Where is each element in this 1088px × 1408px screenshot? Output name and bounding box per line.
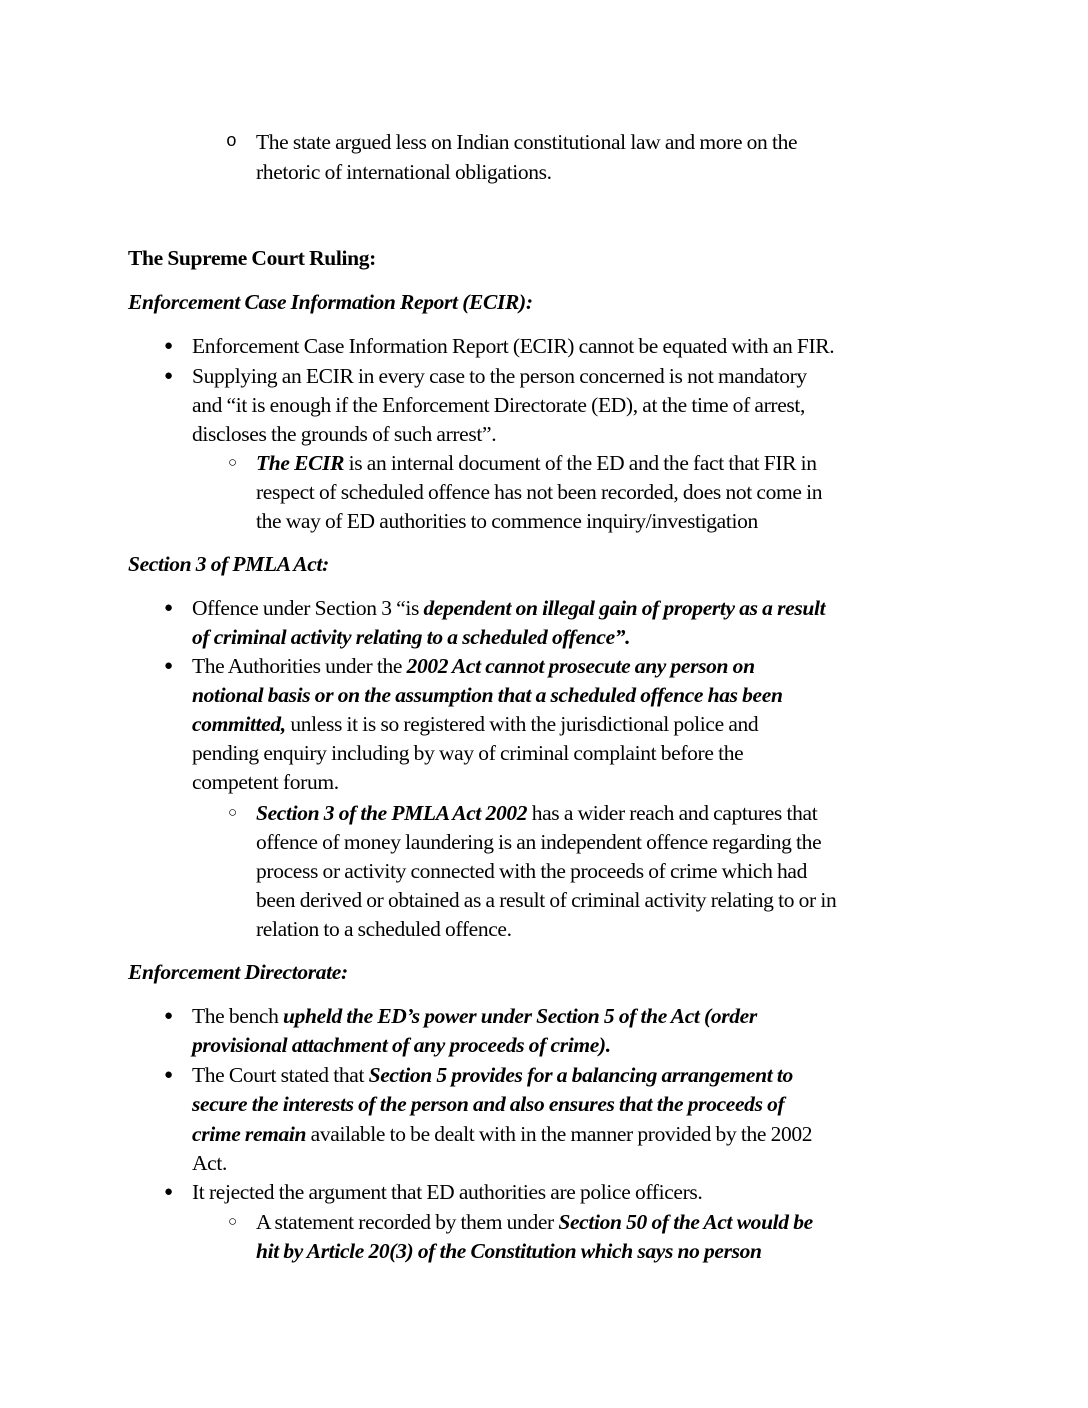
sub-bullet-icon: ○ xyxy=(228,455,238,471)
list-item-line: Enforcement Case Information Report (ECIR) cannot be equated with an FIR. xyxy=(192,334,835,358)
sub-bullet-icon: ○ xyxy=(228,805,238,821)
text: The Authorities under the xyxy=(192,654,407,678)
emphasis: Section 3 of the PMLA Act 2002 xyxy=(256,801,528,825)
emphasis: 2002 Act cannot prosecute any person on xyxy=(406,654,755,678)
section-title-section-3: Section 3 of PMLA Act: xyxy=(128,552,329,576)
sub-item-line: respect of scheduled offence has not been recorded, does not come in xyxy=(256,480,823,504)
text: unless it is so registered with the jurisdictional police and xyxy=(285,712,759,736)
text: The Court stated that xyxy=(192,1063,369,1087)
bullet-icon: ● xyxy=(164,1008,174,1024)
emphasis: Section 50 of the Act would be xyxy=(558,1210,813,1234)
list-item-line xyxy=(192,1090,784,1119)
list-item-line xyxy=(192,1061,793,1090)
list-item-line: Act. xyxy=(192,1151,228,1175)
bullet-icon: ● xyxy=(164,658,174,674)
intro-line-1: The state argued less on Indian constitutional law and more on the xyxy=(256,130,798,154)
list-item-line: It rejected the argument that ED authorities are police officers. xyxy=(192,1180,703,1204)
list-item-line: pending enquiry including by way of criminal complaint before the xyxy=(192,741,744,765)
list-item-line: competent forum. xyxy=(192,770,339,794)
sub-bullet-icon: ○ xyxy=(228,1214,238,1230)
emphasis: secure the interests of the person and also ensures that the proceeds of xyxy=(192,1092,785,1116)
list-item-line xyxy=(192,1120,812,1149)
bullet-icon: ● xyxy=(164,600,174,616)
text: Offence under Section 3 “is xyxy=(192,596,424,620)
bullet-icon: ● xyxy=(164,368,174,384)
bullet-icon: ● xyxy=(164,1067,174,1083)
emphasis: The ECIR xyxy=(256,451,345,475)
text: is an internal document of the ED and the fact that FIR in xyxy=(344,451,817,475)
sub-item-line xyxy=(256,1208,813,1237)
section-title-enforcement-directorate: Enforcement Directorate: xyxy=(128,960,348,984)
sub-item-line: process or activity connected with the proceeds of crime which had xyxy=(256,859,807,883)
emphasis: notional basis or on the assumption that a scheduled offence has been xyxy=(192,683,783,707)
sub-item-line xyxy=(256,799,817,828)
text: available to be dealt with in the manner provided by the 2002 xyxy=(306,1122,813,1146)
text: The bench xyxy=(192,1004,284,1028)
emphasis: of criminal activity relating to a scheduled offence”. xyxy=(192,625,631,649)
sub-item-line: been derived or obtained as a result of criminal activity relating to or in xyxy=(256,888,837,912)
text: A statement recorded by them under xyxy=(256,1210,559,1234)
text: has a wider reach and captures that xyxy=(527,801,818,825)
list-item-line xyxy=(192,652,755,681)
page-heading: The Supreme Court Ruling: xyxy=(128,246,376,270)
list-item-line xyxy=(192,594,825,623)
list-item-line xyxy=(192,710,758,739)
emphasis: dependent on illegal gain of property as a result xyxy=(423,596,826,620)
list-item-line xyxy=(192,1031,611,1060)
sub-bullet-icon: o xyxy=(226,132,237,152)
list-item-line xyxy=(192,623,630,652)
emphasis: Section 5 provides for a balancing arrangement to xyxy=(368,1063,793,1087)
emphasis: provisional attachment of any proceeds of crime). xyxy=(192,1033,611,1057)
section-title-ecir: Enforcement Case Information Report (ECIR): xyxy=(128,290,533,314)
sub-item-line xyxy=(256,449,817,478)
emphasis: hit by Article 20(3) of the Constitution which says no person xyxy=(256,1239,762,1263)
emphasis: upheld the ED’s power under Section 5 of the Act (order xyxy=(283,1004,757,1028)
bullet-icon: ● xyxy=(164,338,174,354)
list-item-line: Supplying an ECIR in every case to the person concerned is not mandatory xyxy=(192,364,807,388)
emphasis: crime remain xyxy=(192,1122,307,1146)
intro-line-2: rhetoric of international obligations. xyxy=(256,160,552,184)
sub-item-line: offence of money laundering is an independent offence regarding the xyxy=(256,830,822,854)
emphasis: committed, xyxy=(192,712,286,736)
list-item-line: discloses the grounds of such arrest”. xyxy=(192,422,497,446)
sub-item-line: relation to a scheduled offence. xyxy=(256,917,512,941)
list-item-line xyxy=(192,1002,757,1031)
list-item-line xyxy=(192,681,783,710)
sub-item-line xyxy=(256,1237,762,1266)
bullet-icon: ● xyxy=(164,1184,174,1200)
list-item-line: and “it is enough if the Enforcement Directorate (ED), at the time of arrest, xyxy=(192,393,806,417)
sub-item-line: the way of ED authorities to commence inquiry/investigation xyxy=(256,509,758,533)
